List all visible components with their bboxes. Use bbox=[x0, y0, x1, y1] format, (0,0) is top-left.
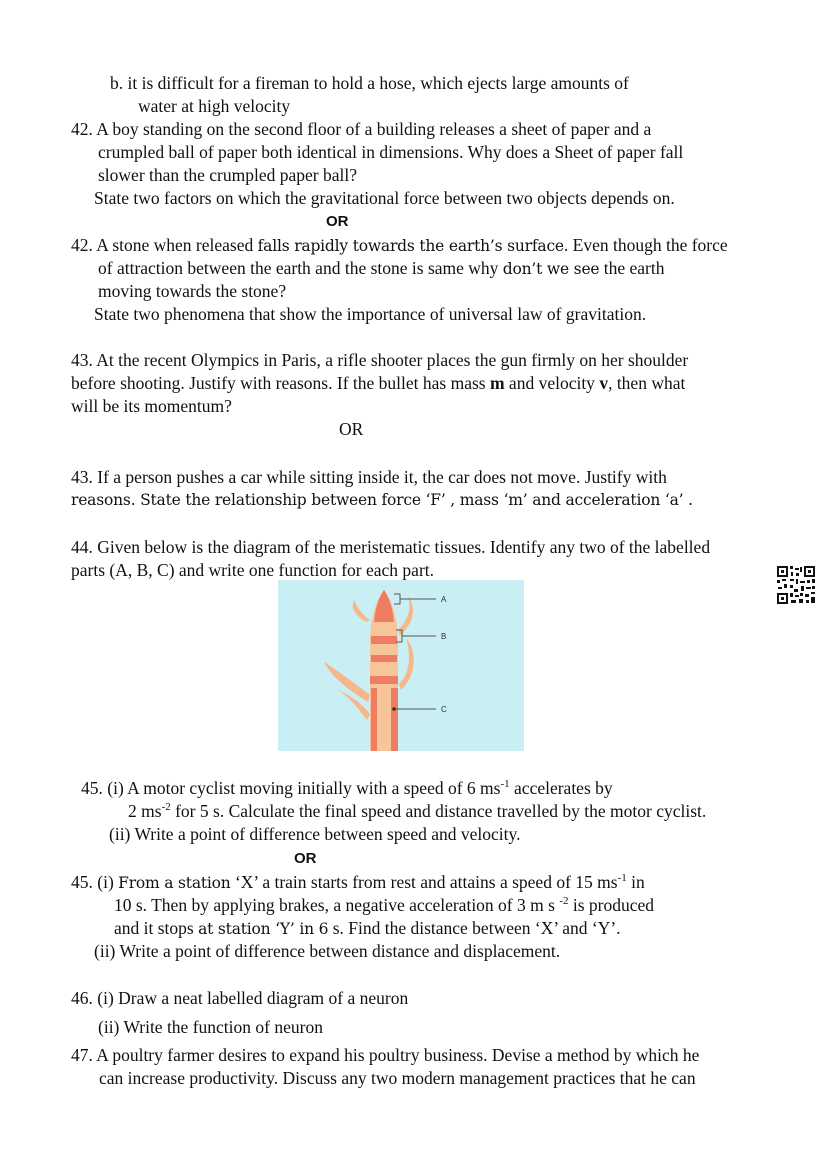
lateral-meristem-left bbox=[371, 688, 377, 751]
q42a-line-3: slower than the crumpled paper ball? bbox=[98, 165, 357, 185]
meristematic-tissue-diagram bbox=[278, 580, 524, 751]
q45b-line-3: and it stops at station ‘Y’ in 6 s. Find the distance between ‘X’ and ‘Y’. bbox=[114, 918, 621, 938]
q43a-line-1: 43. At the recent Olympics in Paris, a rifle shooter places the gun firmly on her shoulder bbox=[71, 350, 689, 370]
tissue-band bbox=[370, 676, 398, 684]
q42a-line-2: crumpled ball of paper both identical in dimensions. Why does a Sheet of paper fall bbox=[98, 142, 684, 162]
or-separator-1: OR bbox=[326, 213, 349, 230]
q47-line-1: 47. A poultry farmer desires to expand his poultry business. Devise a method by which he bbox=[71, 1045, 700, 1065]
q41b-line-2: water at high velocity bbox=[138, 96, 291, 116]
q45a-line-3: (ii) Write a point of difference between speed and velocity. bbox=[109, 824, 521, 844]
q45b-line-4: (ii) Write a point of difference between distance and displacement. bbox=[94, 941, 561, 961]
qr-code-image bbox=[776, 565, 816, 605]
tissue-band bbox=[371, 636, 397, 644]
q42b-line-4: State two phenomena that show the importance of universal law of gravitation. bbox=[94, 304, 647, 324]
q42a-line-1: 42. A boy standing on the second floor of a building releases a sheet of paper and a bbox=[71, 119, 652, 139]
q45a-line-2: 2 $ms^{-2}$ for 5 s. Calculate the final speed and distance travelled by the motor cyclist. bbox=[128, 801, 707, 821]
q46-line-2: (ii) Write the function of neuron bbox=[98, 1017, 323, 1037]
label-b: B bbox=[441, 632, 447, 641]
or-separator-2: OR bbox=[339, 419, 364, 439]
q43a-line-2: before shooting. Justify with reasons. If the bullet has mass m and velocity v, then what bbox=[71, 373, 686, 393]
q43b-line-2: reasons. State the relationship between force ‘F’ , mass ‘m’ and acceleration ‘a’ . bbox=[71, 491, 693, 509]
lateral-meristem-right bbox=[391, 688, 398, 751]
q43a-line-3: will be its momentum? bbox=[71, 396, 232, 416]
q45b-line-2: 10 s. Then by applying brakes, a negative acceleration of 3 m s $^{-2}$ is produced bbox=[114, 895, 655, 915]
q42b-line-2: of attraction between the earth and the stone is same why don’t we see the earth bbox=[98, 258, 665, 278]
q43b-line-1: 43. If a person pushes a car while sitting inside it, the car does not move. Justify with bbox=[71, 467, 667, 487]
q47-line-2: can increase productivity. Discuss any two modern management practices that he can bbox=[99, 1068, 696, 1088]
or-separator-3: OR bbox=[294, 850, 317, 867]
q42b-line-1: 42. A stone when released falls rapidly towards the earth’s surface. Even though the force bbox=[71, 235, 728, 255]
label-a: A bbox=[441, 595, 447, 604]
q42a-line-4: State two factors on which the gravitational force between two objects depends on. bbox=[94, 188, 675, 208]
q45b-line-1: 45. (i) From a station ‘X’ a train starts from rest and attains a speed of 15 $ms^{-1}$ in bbox=[71, 872, 645, 892]
q44-line-2: parts (A, B, C) and write one function for each part. bbox=[71, 560, 435, 580]
q42b-line-3: moving towards the stone? bbox=[98, 281, 287, 301]
q44-line-1: 44. Given below is the diagram of the meristematic tissues. Identify any two of the labelled bbox=[71, 537, 711, 557]
label-c: C bbox=[441, 705, 447, 714]
tissue-band bbox=[371, 655, 397, 662]
q46-line-1: 46. (i) Draw a neat labelled diagram of a neuron bbox=[71, 988, 409, 1008]
q45a-line-1: 45. (i) A motor cyclist moving initially with a speed of 6 $ms^{-1}$ accelerates by bbox=[81, 778, 613, 798]
q41b-line-1: b. it is difficult for a fireman to hold a hose, which ejects large amounts of bbox=[110, 73, 629, 93]
